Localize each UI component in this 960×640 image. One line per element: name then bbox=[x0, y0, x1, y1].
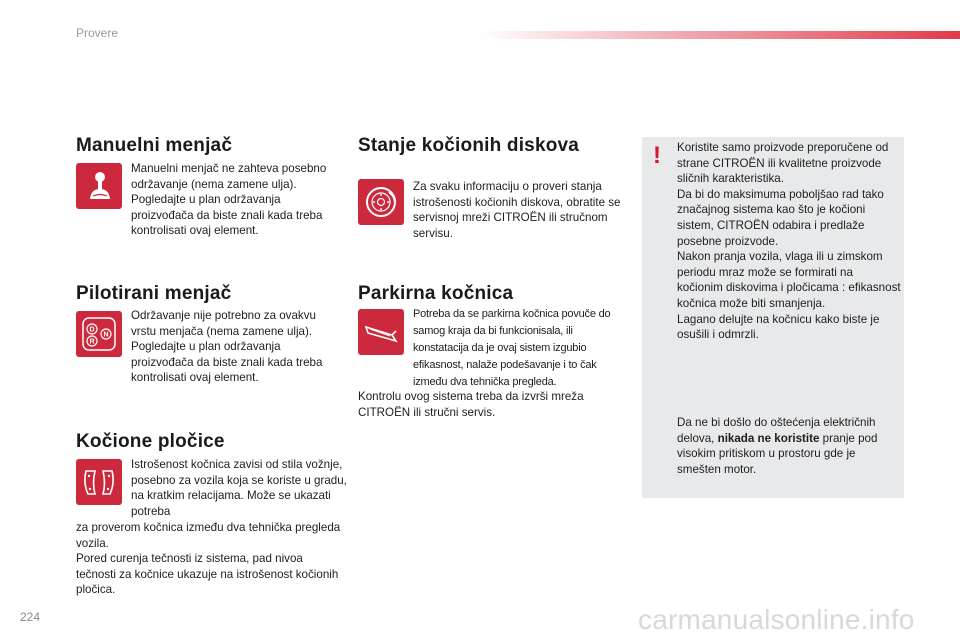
note-text: Koristite samo proizvode preporučene od strane CITROËN ili kvalitetne proizvode sličnih karakteristika. Da bi do maksimuma poboljšao rad tako značajnog sistema kao što je kočioni sistem, CITROËN odabira i predlaže posebne proizvode. Nakon pranja vozila, vlaga ili u zimskom periodu mraz može se formirati na kočionim diskovima i pločicama : efikasnost kočnica može biti smanjenja. Lagano delujte na kočnicu kako biste je osušili i odmrzli. bbox=[677, 141, 901, 342]
parking-brake-title: Parkirna kočnica bbox=[358, 283, 514, 304]
brake-disc-icon bbox=[358, 179, 404, 225]
piloted-gearbox-title: Pilotirani menjač bbox=[76, 283, 232, 304]
page-header-title: Provere bbox=[76, 26, 119, 40]
brake-pads-icon bbox=[76, 459, 122, 505]
page-number: 224 bbox=[20, 610, 41, 624]
parking-brake-text: Kontrolu ovog sistema treba da izvrši mreža CITROËN ili stručni servis. bbox=[358, 390, 584, 419]
note-text-high-pressure bbox=[677, 415, 899, 477]
piloted-icon-letter-r: R bbox=[89, 338, 95, 346]
brake-pads-title: Kočione pločice bbox=[76, 431, 225, 452]
piloted-icon-letter-d: D bbox=[89, 326, 95, 334]
header-accent-bar bbox=[480, 31, 960, 39]
warning-icon: ! bbox=[653, 142, 661, 169]
brake-pads-text: za proverom kočnica između dva tehnička pregleda vozila. Pored curenja tečnosti iz sistema, pad nivoa tečnosti za kočnice ukazuje na istrošenost kočionih pločica. bbox=[76, 521, 341, 597]
watermark: carmanualsonline.info bbox=[638, 604, 915, 635]
gear-shift-icon bbox=[76, 163, 122, 209]
note-text-high-pressure-end: pranje pod visokim pritiskom u prostoru gde je smešten motor. bbox=[677, 431, 878, 476]
parking-brake-text-wrap: Potreba da se parkirna kočnica povuče do samog kraja da bi funkcionisala, ili konstatacija da je ovaj sistem izgubio efikasnost, nalaže podešavanje i to čak između dva tehnička pregleda. bbox=[413, 308, 611, 388]
piloted-gearbox-icon bbox=[76, 311, 122, 357]
manual-gearbox-title: Manuelni menjač bbox=[76, 135, 233, 156]
piloted-icon-letter-n: N bbox=[103, 331, 109, 339]
manual-gearbox-text: Manuelni menjač ne zahteva posebno održavanje (nema zamene ulja). Pogledajte u plan održavanja proizvođača da biste znali kada treba kontrolisati ovaj element. bbox=[131, 162, 327, 238]
parking-brake-icon bbox=[358, 309, 404, 355]
note-text-high-pressure-start: Da ne bi došlo do oštećenja električnih delova, bbox=[677, 416, 876, 445]
brake-pads-text-wrap: Istrošenost kočnica zavisi od stila vožnje, posebno za vozila koja se koriste u gradu, na kratkim relacijama. Može se ukazati potreba bbox=[131, 458, 347, 518]
note-text-high-pressure-bold: nikada ne koristite bbox=[717, 431, 820, 445]
brake-discs-text: Za svaku informaciju o proveri stanja istrošenosti kočionih diskova, obratite se servisnoj mreži CITROËN ili stručnom servisu. bbox=[413, 180, 621, 240]
brake-discs-title: Stanje kočionih diskova bbox=[358, 135, 580, 156]
piloted-gearbox-text: Održavanje nije potrebno za ovakvu vrstu menjača (nema zamene ulja). Pogledajte u plan održavanja proizvođača da biste znali kada treba kontrolisati ovaj element. bbox=[131, 309, 323, 385]
